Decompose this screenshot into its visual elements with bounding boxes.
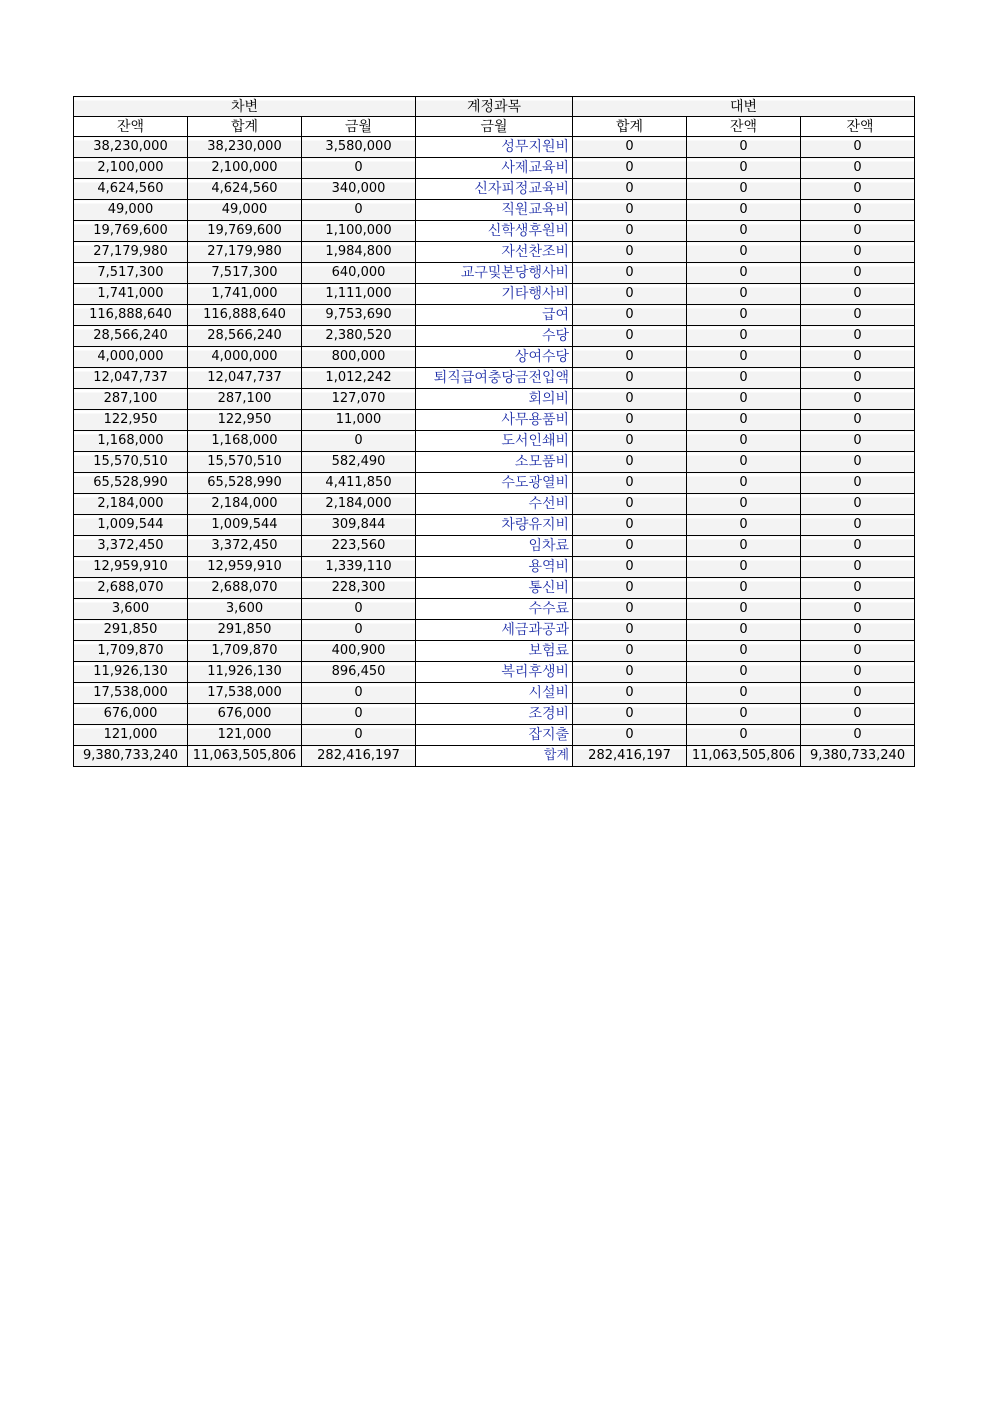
debit-month-cell: 0: [302, 158, 416, 179]
credit-balance-cell: 0: [687, 704, 801, 725]
debit-month-cell: 1,111,000: [302, 284, 416, 305]
credit-balance2-cell: 0: [801, 242, 915, 263]
debit-month-cell: 0: [302, 620, 416, 641]
credit-header: 대변: [573, 97, 915, 117]
table-row: [74, 557, 915, 578]
credit-balance2-cell: 0: [801, 263, 915, 284]
debit-month-cell: 0: [302, 200, 416, 221]
credit-balance-cell: 0: [687, 389, 801, 410]
credit-total-cell: 0: [573, 200, 687, 221]
credit-balance-cell: 0: [687, 578, 801, 599]
credit-balance2-cell: 0: [801, 704, 915, 725]
debit-balance-cell: 19,769,600: [74, 221, 188, 242]
debit-total-cell: 2,100,000: [188, 158, 302, 179]
credit-balance2-cell: 0: [801, 557, 915, 578]
credit-total-cell: 0: [573, 221, 687, 242]
table-row: [74, 620, 915, 641]
credit-total-cell: 0: [573, 494, 687, 515]
debit-balance-cell: 49,000: [74, 200, 188, 221]
table-row: [74, 137, 915, 158]
credit-total-cell: 0: [573, 368, 687, 389]
credit-total-cell: 0: [573, 431, 687, 452]
debit-balance-cell: 121,000: [74, 725, 188, 746]
credit-balance2-cell: 0: [801, 158, 915, 179]
debit-month-cell: 896,450: [302, 662, 416, 683]
credit-balance2-cell: 0: [801, 326, 915, 347]
credit-total-cell: 0: [573, 242, 687, 263]
debit-month-cell: 1,339,110: [302, 557, 416, 578]
table-row: [74, 641, 915, 662]
debit-month-cell: 2,184,000: [302, 494, 416, 515]
credit-total-cell: 0: [573, 704, 687, 725]
credit-balance2-header: 잔액: [801, 117, 915, 137]
debit-total-header: 합계: [188, 117, 302, 137]
debit-balance-cell: 38,230,000: [74, 137, 188, 158]
debit-balance-cell: 12,047,737: [74, 368, 188, 389]
account-name-cell: 소모품비: [416, 452, 573, 473]
credit-total-cell: 0: [573, 515, 687, 536]
debit-total-cell: 17,538,000: [188, 683, 302, 704]
debit-total-cell: 27,179,980: [188, 242, 302, 263]
credit-total-cell: 0: [573, 578, 687, 599]
debit-total-cell: 11,926,130: [188, 662, 302, 683]
credit-balance-cell: 0: [687, 494, 801, 515]
table-row: [74, 683, 915, 704]
table-row: [74, 158, 915, 179]
credit-balance2-cell: 0: [801, 200, 915, 221]
account-name-cell: 잡지출: [416, 725, 573, 746]
account-name-cell: 차량유지비: [416, 515, 573, 536]
account-name-cell: 시설비: [416, 683, 573, 704]
debit-total-cell: 12,047,737: [188, 368, 302, 389]
credit-balance-cell: 0: [687, 284, 801, 305]
debit-total-cell: 1,168,000: [188, 431, 302, 452]
credit-total-cell: 0: [573, 179, 687, 200]
table-row: [74, 536, 915, 557]
credit-balance-cell: 0: [687, 599, 801, 620]
debit-total-cell: 3,372,450: [188, 536, 302, 557]
credit-balance2-cell: 0: [801, 410, 915, 431]
credit-balance-cell: 0: [687, 305, 801, 326]
debit-total-cell: 65,528,990: [188, 473, 302, 494]
credit-total-cell: 0: [573, 410, 687, 431]
debit-balance-cell: 4,000,000: [74, 347, 188, 368]
table-row: [74, 452, 915, 473]
account-name-cell: 합계: [416, 746, 573, 767]
credit-balance-cell: 0: [687, 200, 801, 221]
debit-month-cell: 11,000: [302, 410, 416, 431]
credit-total-header: 합계: [573, 117, 687, 137]
debit-balance-cell: 4,624,560: [74, 179, 188, 200]
debit-balance-cell: 3,372,450: [74, 536, 188, 557]
debit-month-header: 금월: [302, 117, 416, 137]
credit-balance-cell: 0: [687, 263, 801, 284]
debit-total-cell: 121,000: [188, 725, 302, 746]
credit-balance2-cell: 0: [801, 389, 915, 410]
account-name-cell: 사무용품비: [416, 410, 573, 431]
debit-month-cell: 223,560: [302, 536, 416, 557]
credit-balance-cell: 0: [687, 326, 801, 347]
table-row: [74, 200, 915, 221]
credit-balance-cell: 0: [687, 368, 801, 389]
credit-balance-cell: 0: [687, 431, 801, 452]
debit-total-cell: 15,570,510: [188, 452, 302, 473]
debit-month-cell: 1,984,800: [302, 242, 416, 263]
credit-total-cell: 0: [573, 389, 687, 410]
debit-total-cell: 49,000: [188, 200, 302, 221]
table-row: [74, 494, 915, 515]
credit-total-cell: 0: [573, 158, 687, 179]
debit-total-cell: 676,000: [188, 704, 302, 725]
debit-month-cell: 0: [302, 725, 416, 746]
debit-total-cell: 28,566,240: [188, 326, 302, 347]
credit-balance2-cell: 0: [801, 368, 915, 389]
debit-balance-cell: 1,741,000: [74, 284, 188, 305]
credit-balance-header: 잔액: [687, 117, 801, 137]
debit-total-cell: 116,888,640: [188, 305, 302, 326]
credit-total-cell: 0: [573, 599, 687, 620]
account-name-cell: 성무지원비: [416, 137, 573, 158]
table-row: [74, 326, 915, 347]
credit-balance2-cell: 0: [801, 305, 915, 326]
debit-balance-cell: 676,000: [74, 704, 188, 725]
debit-balance-header: 잔액: [74, 117, 188, 137]
credit-balance2-cell: 0: [801, 578, 915, 599]
credit-balance2-cell: 0: [801, 452, 915, 473]
table-row: [74, 515, 915, 536]
credit-balance2-cell: 0: [801, 599, 915, 620]
debit-total-cell: 2,184,000: [188, 494, 302, 515]
table-row: [74, 284, 915, 305]
debit-month-cell: 0: [302, 683, 416, 704]
credit-balance2-cell: 0: [801, 284, 915, 305]
table-row: [74, 242, 915, 263]
credit-balance2-cell: 9,380,733,240: [801, 746, 915, 767]
table-row: [74, 431, 915, 452]
account-name-cell: 통신비: [416, 578, 573, 599]
credit-total-cell: 0: [573, 620, 687, 641]
credit-balance2-cell: 0: [801, 515, 915, 536]
table-row: [74, 410, 915, 431]
credit-balance-cell: 0: [687, 242, 801, 263]
debit-balance-cell: 28,566,240: [74, 326, 188, 347]
debit-balance-cell: 1,168,000: [74, 431, 188, 452]
debit-month-cell: 309,844: [302, 515, 416, 536]
account-name-cell: 퇴직급여충당금전입액: [416, 368, 573, 389]
debit-balance-cell: 2,184,000: [74, 494, 188, 515]
credit-total-cell: 0: [573, 557, 687, 578]
debit-total-cell: 1,709,870: [188, 641, 302, 662]
debit-balance-cell: 2,688,070: [74, 578, 188, 599]
debit-balance-cell: 3,600: [74, 599, 188, 620]
table-row: [74, 389, 915, 410]
table-row: [74, 263, 915, 284]
credit-balance-cell: 0: [687, 641, 801, 662]
credit-total-cell: 0: [573, 347, 687, 368]
account-name-cell: 조경비: [416, 704, 573, 725]
credit-balance-cell: 0: [687, 221, 801, 242]
credit-total-cell: 0: [573, 641, 687, 662]
credit-balance2-cell: 0: [801, 221, 915, 242]
account-name-cell: 수도광열비: [416, 473, 573, 494]
debit-balance-cell: 17,538,000: [74, 683, 188, 704]
table-row: [74, 599, 915, 620]
credit-balance-cell: 0: [687, 683, 801, 704]
table-row: [74, 179, 915, 200]
table-row: [74, 473, 915, 494]
debit-month-cell: 640,000: [302, 263, 416, 284]
account-name-cell: 자선찬조비: [416, 242, 573, 263]
credit-balance-cell: 0: [687, 536, 801, 557]
credit-balance2-cell: 0: [801, 725, 915, 746]
account-name-cell: 세금과공과: [416, 620, 573, 641]
credit-balance2-cell: 0: [801, 179, 915, 200]
debit-balance-cell: 9,380,733,240: [74, 746, 188, 767]
credit-balance-cell: 0: [687, 179, 801, 200]
debit-balance-cell: 291,850: [74, 620, 188, 641]
account-name-cell: 급여: [416, 305, 573, 326]
debit-total-cell: 1,741,000: [188, 284, 302, 305]
account-name-cell: 수선비: [416, 494, 573, 515]
credit-total-cell: 0: [573, 662, 687, 683]
debit-total-cell: 2,688,070: [188, 578, 302, 599]
debit-total-cell: 291,850: [188, 620, 302, 641]
credit-balance2-cell: 0: [801, 431, 915, 452]
account-name-cell: 수당: [416, 326, 573, 347]
table-row: [74, 221, 915, 242]
account-name-cell: 임차료: [416, 536, 573, 557]
debit-balance-cell: 65,528,990: [74, 473, 188, 494]
credit-balance2-cell: 0: [801, 473, 915, 494]
credit-total-cell: 0: [573, 137, 687, 158]
debit-month-cell: 2,380,520: [302, 326, 416, 347]
debit-total-cell: 38,230,000: [188, 137, 302, 158]
account-name-cell: 수수료: [416, 599, 573, 620]
credit-balance-cell: 0: [687, 410, 801, 431]
account-name-cell: 신자피정교육비: [416, 179, 573, 200]
credit-total-cell: 0: [573, 326, 687, 347]
debit-total-cell: 4,000,000: [188, 347, 302, 368]
credit-balance-cell: 0: [687, 725, 801, 746]
debit-month-cell: 0: [302, 704, 416, 725]
debit-balance-cell: 7,517,300: [74, 263, 188, 284]
trial-balance-table: [73, 96, 915, 767]
account-name-cell: 상여수당: [416, 347, 573, 368]
debit-month-cell: 3,580,000: [302, 137, 416, 158]
debit-total-cell: 287,100: [188, 389, 302, 410]
debit-month-cell: 1,012,242: [302, 368, 416, 389]
account-name-cell: 신학생후원비: [416, 221, 573, 242]
debit-month-cell: 340,000: [302, 179, 416, 200]
credit-balance2-cell: 0: [801, 662, 915, 683]
total-row: [74, 746, 915, 767]
debit-balance-cell: 287,100: [74, 389, 188, 410]
debit-month-cell: 282,416,197: [302, 746, 416, 767]
debit-balance-cell: 122,950: [74, 410, 188, 431]
table-row: [74, 347, 915, 368]
column-header-row: [74, 117, 915, 137]
credit-balance-cell: 0: [687, 158, 801, 179]
table-row: [74, 725, 915, 746]
debit-total-cell: 7,517,300: [188, 263, 302, 284]
debit-balance-cell: 116,888,640: [74, 305, 188, 326]
debit-month-cell: 127,070: [302, 389, 416, 410]
credit-balance-cell: 0: [687, 557, 801, 578]
table-row: [74, 578, 915, 599]
debit-total-cell: 11,063,505,806: [188, 746, 302, 767]
credit-balance-cell: 0: [687, 347, 801, 368]
account-name-cell: 복리후생비: [416, 662, 573, 683]
debit-header: 차변: [74, 97, 416, 117]
debit-total-cell: 1,009,544: [188, 515, 302, 536]
credit-balance2-cell: 0: [801, 641, 915, 662]
debit-total-cell: 4,624,560: [188, 179, 302, 200]
credit-balance2-cell: 0: [801, 494, 915, 515]
account-name-cell: 직원교육비: [416, 200, 573, 221]
credit-balance2-cell: 0: [801, 620, 915, 641]
credit-balance-cell: 0: [687, 137, 801, 158]
debit-balance-cell: 1,009,544: [74, 515, 188, 536]
credit-total-cell: 0: [573, 284, 687, 305]
credit-total-cell: 0: [573, 473, 687, 494]
debit-total-cell: 122,950: [188, 410, 302, 431]
account-name-cell: 보험료: [416, 641, 573, 662]
credit-total-cell: 0: [573, 305, 687, 326]
credit-total-cell: 0: [573, 683, 687, 704]
debit-month-cell: 9,753,690: [302, 305, 416, 326]
debit-month-cell: 1,100,000: [302, 221, 416, 242]
credit-total-cell: 0: [573, 452, 687, 473]
credit-balance-cell: 0: [687, 662, 801, 683]
credit-total-cell: 0: [573, 263, 687, 284]
debit-month-cell: 0: [302, 431, 416, 452]
table-row: [74, 662, 915, 683]
credit-balance-cell: 0: [687, 620, 801, 641]
debit-total-cell: 19,769,600: [188, 221, 302, 242]
account-name-cell: 도서인쇄비: [416, 431, 573, 452]
debit-month-cell: 228,300: [302, 578, 416, 599]
debit-balance-cell: 15,570,510: [74, 452, 188, 473]
credit-balance2-cell: 0: [801, 683, 915, 704]
group-header-row: [74, 97, 915, 117]
table-row: [74, 704, 915, 725]
debit-month-cell: 4,411,850: [302, 473, 416, 494]
debit-month-cell: 400,900: [302, 641, 416, 662]
debit-total-cell: 12,959,910: [188, 557, 302, 578]
debit-month-cell: 800,000: [302, 347, 416, 368]
credit-balance-cell: 0: [687, 452, 801, 473]
debit-balance-cell: 11,926,130: [74, 662, 188, 683]
credit-total-cell: 0: [573, 536, 687, 557]
debit-month-cell: 582,490: [302, 452, 416, 473]
debit-balance-cell: 2,100,000: [74, 158, 188, 179]
table-row: [74, 368, 915, 389]
credit-balance-cell: 0: [687, 473, 801, 494]
debit-balance-cell: 1,709,870: [74, 641, 188, 662]
credit-total-cell: 0: [573, 725, 687, 746]
debit-balance-cell: 12,959,910: [74, 557, 188, 578]
credit-balance2-cell: 0: [801, 347, 915, 368]
account-name-cell: 기타행사비: [416, 284, 573, 305]
account-name-cell: 사제교육비: [416, 158, 573, 179]
account-name-cell: 용역비: [416, 557, 573, 578]
credit-balance-cell: 11,063,505,806: [687, 746, 801, 767]
table-row: [74, 305, 915, 326]
account-month-header: 금월: [416, 117, 573, 137]
debit-month-cell: 0: [302, 599, 416, 620]
debit-total-cell: 3,600: [188, 599, 302, 620]
credit-balance2-cell: 0: [801, 536, 915, 557]
credit-balance2-cell: 0: [801, 137, 915, 158]
credit-balance-cell: 0: [687, 515, 801, 536]
account-name-cell: 교구및본당행사비: [416, 263, 573, 284]
account-name-cell: 회의비: [416, 389, 573, 410]
credit-total-cell: 282,416,197: [573, 746, 687, 767]
account-header: 계정과목: [416, 97, 573, 117]
debit-balance-cell: 27,179,980: [74, 242, 188, 263]
